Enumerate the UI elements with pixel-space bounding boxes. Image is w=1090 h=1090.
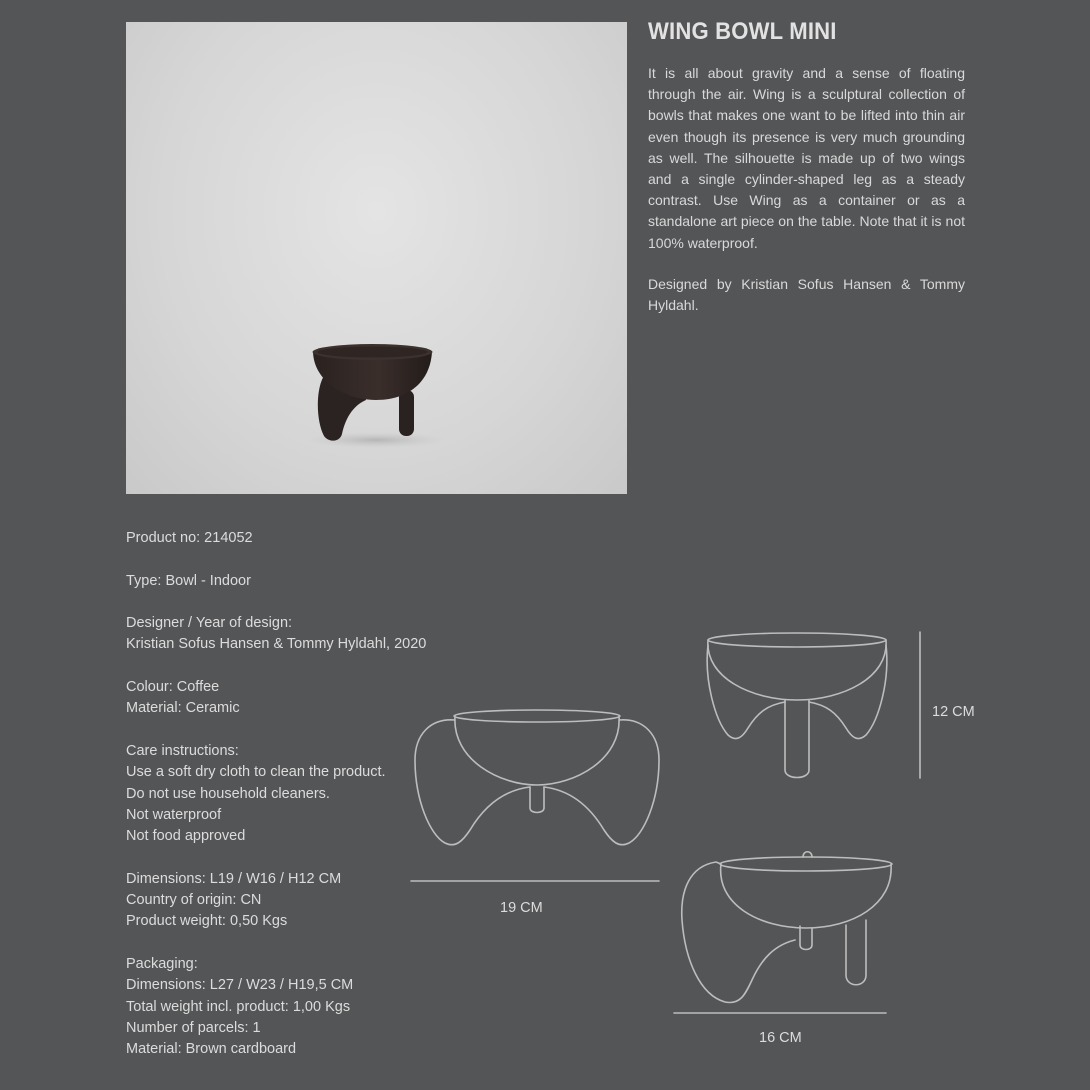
spec-care-3: Not waterproof bbox=[126, 806, 222, 823]
angled-view-drawing bbox=[682, 852, 892, 1003]
spec-pkg-material: Material: Brown cardboard bbox=[126, 1041, 297, 1058]
spec-care-4: Not food approved bbox=[126, 828, 246, 845]
spec-pkg-weight: Total weight incl. product: 1,00 Kgs bbox=[126, 998, 351, 1015]
spec-packaging-label: Packaging: bbox=[126, 955, 198, 972]
length-label: 19 CM bbox=[500, 900, 543, 916]
spec-product-no: Product no: 214052 bbox=[126, 530, 253, 546]
spec-pkg-parcels: Number of parcels: 1 bbox=[126, 1019, 261, 1036]
spec-colour: Colour: Coffee bbox=[126, 679, 220, 696]
spec-dimensions: Dimensions: L19 / W16 / H12 CM bbox=[126, 870, 342, 887]
spec-type: Type: Bowl - Indoor bbox=[126, 572, 251, 589]
designer-credit: Designed by Kristian Sofus Hansen & Tommy Hyldahl. bbox=[648, 276, 965, 314]
side-view-drawing bbox=[707, 633, 887, 778]
spec-designer-label: Designer / Year of design: bbox=[126, 615, 293, 632]
spec-care-1: Use a soft dry cloth to clean the product. bbox=[126, 764, 386, 781]
height-label: 12 CM bbox=[932, 704, 975, 720]
product-description: It is all about gravity and a sense of floating through the air. Wing is a sculptural collection of bowls that makes one want to be lifted into thin air even though its presence is very much grounding as well. The silhouette is made up of two wings and a single cylinder-shaped leg as a steady contrast. Use Wing as a container or as a standalone art piece on the table. Note that it is not 100% waterproof. bbox=[648, 65, 965, 251]
spec-designer-value: Kristian Sofus Hansen & Tommy Hyldahl, 2020 bbox=[126, 636, 427, 653]
spec-care-label: Care instructions: bbox=[126, 742, 239, 759]
spec-material: Material: Ceramic bbox=[126, 700, 240, 717]
spec-pkg-dimensions: Dimensions: L27 / W23 / H19,5 CM bbox=[126, 977, 354, 994]
width-label: 16 CM bbox=[759, 1030, 802, 1046]
spec-origin: Country of origin: CN bbox=[126, 892, 262, 909]
product-title: WING BOWL MINI bbox=[648, 18, 837, 45]
spec-weight: Product weight: 0,50 Kgs bbox=[126, 913, 288, 930]
spec-care-2: Do not use household cleaners. bbox=[126, 785, 330, 802]
front-view-drawing bbox=[415, 710, 659, 845]
